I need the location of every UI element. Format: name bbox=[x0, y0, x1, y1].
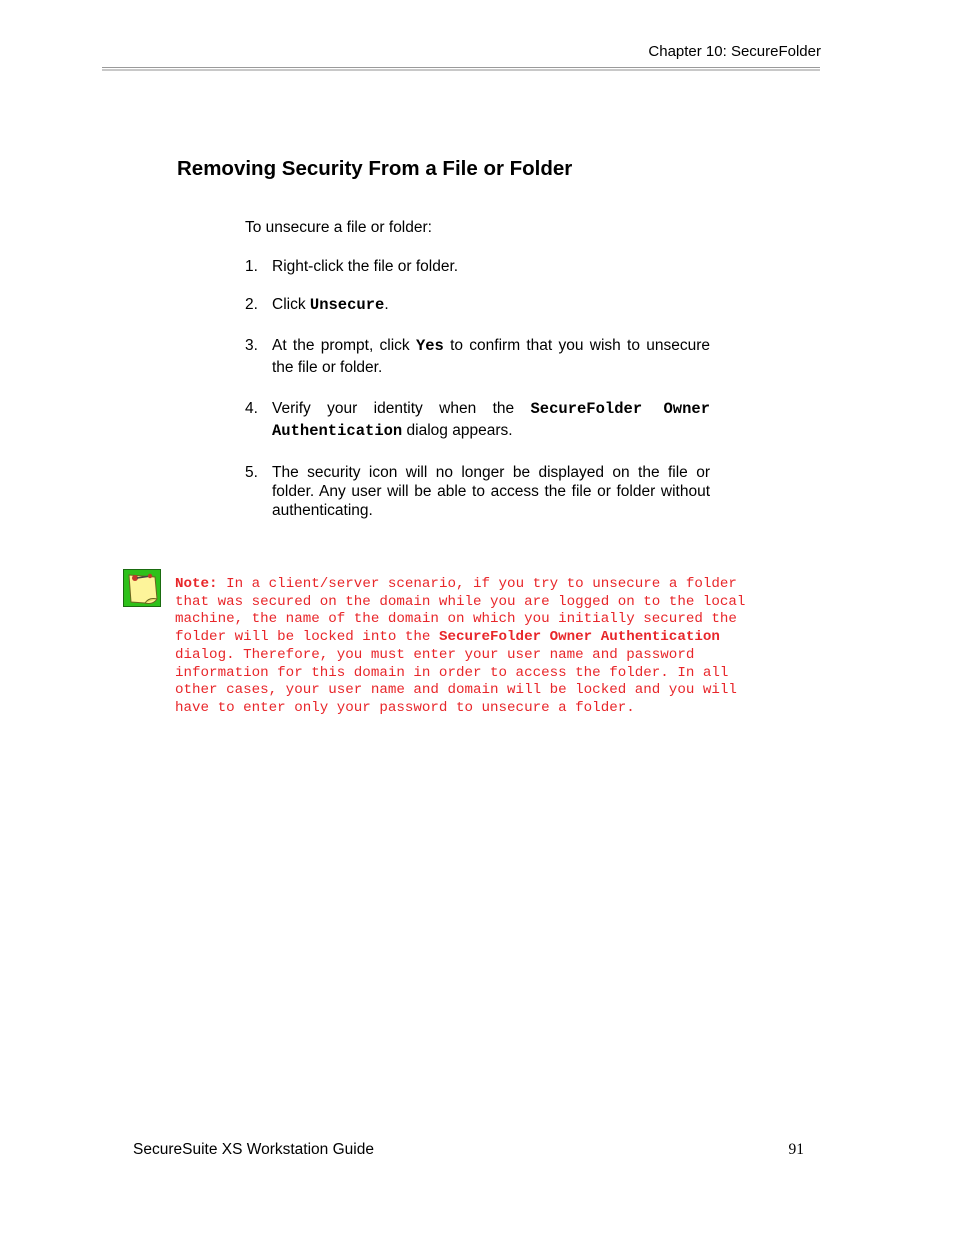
page-number: 91 bbox=[788, 1141, 804, 1158]
intro-text: To unsecure a file or folder: bbox=[245, 219, 432, 236]
step-3: 3. At the prompt, click Yes to confirm that you wish to unsecure the file or folder. bbox=[245, 337, 710, 376]
note-label: Note: bbox=[175, 576, 218, 592]
section-title: Removing Security From a File or Folder bbox=[177, 157, 573, 180]
unsecure-command: Unsecure bbox=[309, 296, 385, 314]
header-rule bbox=[102, 67, 820, 68]
header-rule-shadow bbox=[102, 69, 820, 71]
steps-list bbox=[245, 257, 710, 520]
yes-command: Yes bbox=[415, 337, 444, 355]
auth-dialog-name: SecureFolder Owner Authentication bbox=[272, 400, 710, 440]
step-1: 1. Right-click the file or folder. bbox=[245, 258, 459, 275]
step-4: 4. Verify your identity when the SecureFolder Owner Authentication dialog appears. bbox=[245, 400, 710, 440]
note-text: Note: In a client/server scenario, if you try to unsecure a folder that was secured on the domain while you are logged on to the local machine, the name of the domain on which you initially secured the folder will be locked into the SecureFolder Owner Authentication dialog. Therefore, you must enter your user name and password information for this domain in order to access the folder. In all other cases, your user name and domain will be locked and you will have to enter only your password to unsecure a folder. bbox=[175, 576, 746, 716]
footer-guide-title: SecureSuite XS Workstation Guide bbox=[133, 1141, 374, 1158]
sticky-note-pin-icon bbox=[123, 569, 161, 607]
running-header: Chapter 10: SecureFolder bbox=[648, 43, 821, 60]
step-5: 5. The security icon will no longer be displayed on the file or folder. Any user will be able to access the file or folder without authenticating. bbox=[245, 464, 710, 519]
note-dialog-name: SecureFolder Owner Authentication bbox=[438, 629, 720, 646]
step-2: 2. Click Unsecure. bbox=[245, 296, 389, 314]
